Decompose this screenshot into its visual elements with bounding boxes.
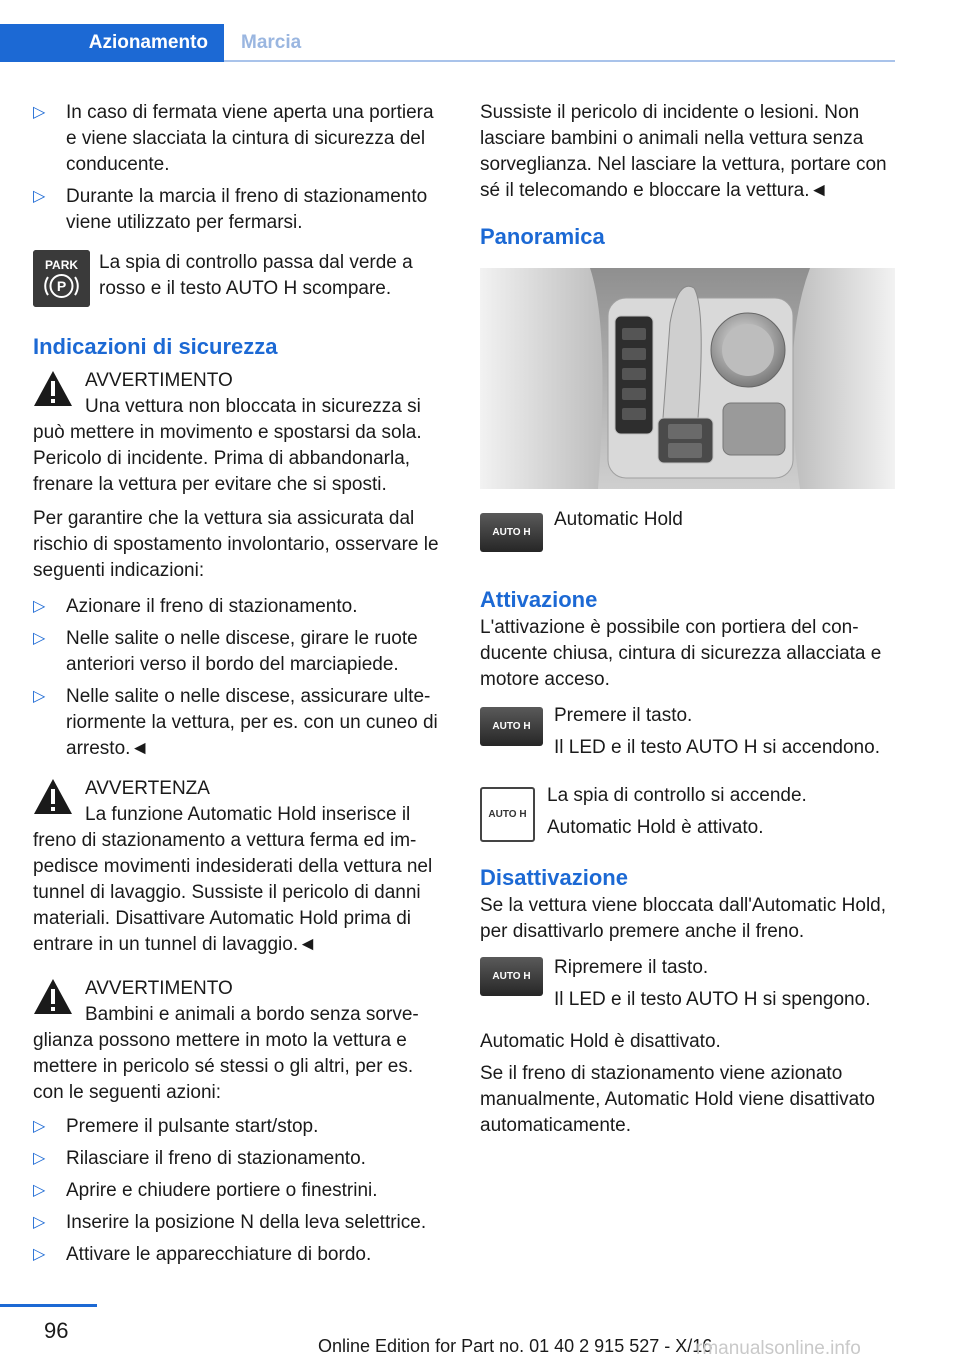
section-heading-overview: Panoramica bbox=[480, 224, 605, 249]
park-indicator-text: La spia di controllo passa dal verde a rosso e il testo AUTO H scompare. bbox=[99, 252, 413, 299]
warning-block bbox=[33, 976, 447, 1106]
park-indicator-row bbox=[33, 250, 447, 310]
warning-text: La funzione Automatic Hold inserisce il freno di stazionamento a vettura ferma ed impedisce movimenti indesiderati della vettura nel tunnel di lavaggio. Sussiste il pericolo di danni materiali. Disattivare Automatic Hold prima di entrare in un tunnel di lavaggio.◄ bbox=[33, 804, 433, 955]
autoh-indicator-icon: AUTO H bbox=[480, 787, 535, 842]
bullet-triangle-icon: ▷ bbox=[33, 688, 46, 705]
tab-azionamento[interactable]: Azionamento bbox=[0, 24, 224, 62]
list-item-text: Inserire la posizione N della leva selettrice. bbox=[66, 1212, 427, 1233]
watermark: rmanualsonline.info bbox=[696, 1338, 861, 1359]
center-console-photo bbox=[480, 268, 895, 489]
paragraph: Se il freno di stazionamento viene azionato manualmente, Automatic Hold viene disattivato automaticamente. bbox=[480, 1063, 875, 1136]
activation-step-row bbox=[480, 703, 895, 763]
warning-triangle-icon bbox=[33, 978, 73, 1015]
warning-title: AVVERTIMENTO bbox=[85, 370, 233, 391]
paragraph: Sussiste il pericolo di incidente o lesioni. Non lasciare bambini o animali nella vettura senza sorveglianza. Nel lasciare la vettura, portare con sé il telecomando e bloccare la vettura.◄ bbox=[480, 102, 887, 201]
list-item-text: Attivare le apparecchiature di bordo. bbox=[66, 1244, 372, 1265]
list-item bbox=[33, 184, 447, 236]
park-brake-icon bbox=[33, 250, 90, 307]
bullet-triangle-icon: ▷ bbox=[33, 1182, 46, 1199]
warning-title: AVVERTENZA bbox=[85, 778, 210, 799]
right-column bbox=[480, 100, 895, 1145]
list-item-text: Rilasciare il freno di stazionamento. bbox=[66, 1148, 366, 1169]
autoh-button-icon: AUTO H bbox=[480, 707, 543, 746]
warning-triangle-icon bbox=[33, 370, 73, 407]
section-heading-activation: Attivazione bbox=[480, 587, 598, 612]
autoh-button-icon: AUTO H bbox=[480, 513, 543, 552]
bullet-triangle-icon: ▷ bbox=[33, 1246, 46, 1263]
list-item-text: Nelle salite o nelle discese, girare le ruote anteriori verso il bordo del marciapiede. bbox=[66, 628, 418, 675]
bullet-triangle-icon: ▷ bbox=[33, 1150, 46, 1167]
autoh-caption: Automatic Hold bbox=[554, 509, 683, 530]
step-text: Premere il tasto. bbox=[554, 705, 693, 726]
list-item bbox=[33, 594, 447, 620]
step-text: Il LED e il testo AUTO H si accendono. bbox=[554, 737, 880, 758]
warning-triangle-icon bbox=[33, 778, 73, 815]
list-item-text: Durante la marcia il freno di stazionamento viene utilizzato per fermarsi. bbox=[66, 186, 428, 233]
warning-text: Bambini e animali a bordo senza sorveglianza possono mettere in moto la vettura e mettere in pericolo sé stessi o gli altri, per es. con le seguenti azioni: bbox=[33, 1004, 419, 1103]
list-item bbox=[33, 1178, 447, 1204]
list-item bbox=[33, 1242, 447, 1268]
bullet-triangle-icon: ▷ bbox=[33, 188, 46, 205]
indicator-row bbox=[480, 783, 895, 843]
list-item-text: Aprire e chiudere portiere o finestrini. bbox=[66, 1180, 378, 1201]
warning-title: AVVERTIMENTO bbox=[85, 978, 233, 999]
step-text: Ripremere il tasto. bbox=[554, 957, 709, 978]
paragraph: Per garantire che la vettura sia assicurata dal rischio di spostamento involontario, osservare le seguenti indicazioni: bbox=[33, 508, 439, 581]
list-item-text: Nelle salite o nelle discese, assicurare ulteriormente la vettura, per es. con un cuneo di arresto.◄ bbox=[66, 686, 438, 759]
page-number: 96 bbox=[44, 1318, 69, 1343]
list-item bbox=[33, 684, 447, 762]
paragraph: Automatic Hold è disattivato. bbox=[480, 1031, 721, 1052]
list-item bbox=[33, 1210, 447, 1236]
step-text: La spia di controllo si accende. bbox=[547, 785, 807, 806]
section-heading-deactivation: Disattivazione bbox=[480, 865, 628, 890]
step-text: Il LED e il testo AUTO H si spengono. bbox=[554, 989, 871, 1010]
autoh-button-row bbox=[480, 507, 895, 567]
list-item-text: Premere il pulsante start/stop. bbox=[66, 1116, 319, 1137]
svg-text:P: P bbox=[56, 278, 67, 294]
list-item bbox=[33, 1146, 447, 1172]
bullet-triangle-icon: ▷ bbox=[33, 598, 46, 615]
edition-note: Online Edition for Part no. 01 40 2 915 527 - X/16 bbox=[318, 1336, 713, 1356]
autoh-button-icon: AUTO H bbox=[480, 957, 543, 996]
bullet-triangle-icon: ▷ bbox=[33, 630, 46, 647]
left-column bbox=[33, 100, 447, 1274]
tab-marcia[interactable]: Marcia bbox=[241, 32, 302, 53]
bullet-triangle-icon: ▷ bbox=[33, 1214, 46, 1231]
deactivation-step-row bbox=[480, 955, 895, 1015]
list-item-text: Azionare il freno di stazionamento. bbox=[66, 596, 358, 617]
list-item bbox=[33, 1114, 447, 1140]
page-header bbox=[0, 0, 895, 62]
paragraph: L'attivazione è possibile con portiera del conducente chiusa, cintura di sicurezza allacciata e motore acceso. bbox=[480, 617, 882, 690]
bullet-triangle-icon: ▷ bbox=[33, 104, 46, 121]
header-divider bbox=[224, 60, 895, 62]
warning-text: Una vettura non bloccata in sicurezza si può mettere in movimento e spostarsi da sola. Pericolo di incidente. Prima di abbandonarla, frenare la vettura per evitare che si sposti. bbox=[33, 396, 422, 495]
list-item bbox=[33, 100, 447, 178]
step-text: Automatic Hold è attivato. bbox=[547, 817, 764, 838]
paragraph: Se la vettura viene bloccata dall'Automatic Hold, per disattivarlo premere anche il freno. bbox=[480, 895, 887, 942]
list-item bbox=[33, 626, 447, 678]
list-item-text: In caso di fermata viene aperta una portiera e viene slacciata la cintura di sicurezza del conducente. bbox=[66, 102, 434, 175]
footer-divider bbox=[0, 1304, 97, 1307]
warning-block bbox=[33, 776, 447, 958]
bullet-triangle-icon: ▷ bbox=[33, 1118, 46, 1135]
warning-block bbox=[33, 368, 447, 498]
svg-text:PARK: PARK bbox=[44, 258, 79, 272]
section-heading-safety: Indicazioni di sicurezza bbox=[33, 334, 278, 359]
